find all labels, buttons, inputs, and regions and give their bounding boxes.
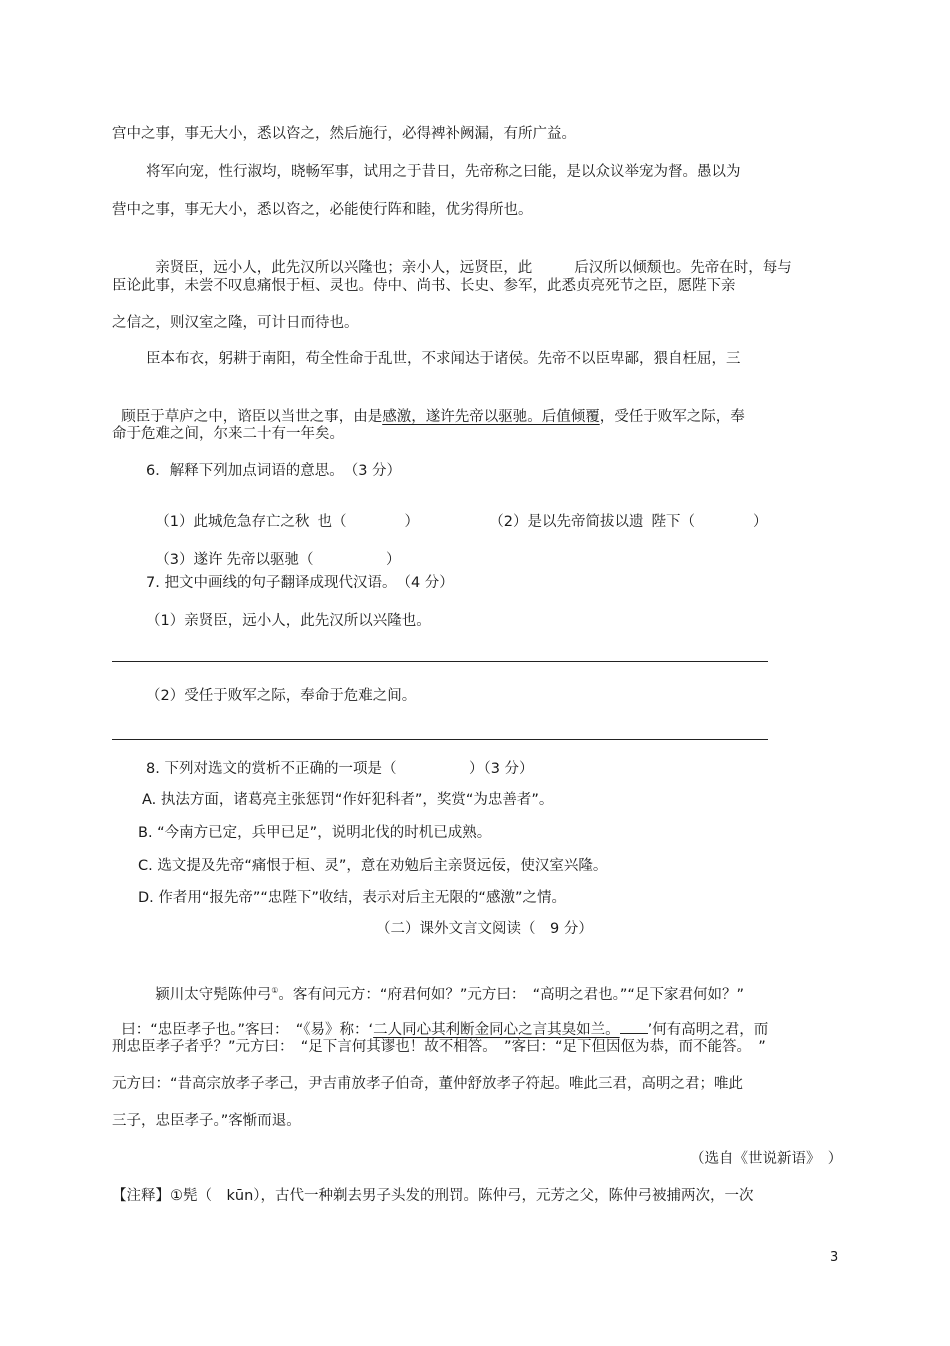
- text-segment: 顾臣于草庐之中，谘臣以当世之事，由是: [121, 409, 383, 425]
- passage-line: 臣论此事，未尝不叹息痛恨于桓、灵也。侍中、尚书、长史、参军，此悉贞亮死节之臣，愿陛下亲: [112, 278, 736, 294]
- answer-line[interactable]: [112, 661, 768, 662]
- question-7-item-2: （2）受任于败军之际，奉命于危难之间。: [146, 688, 417, 704]
- passage-line: 将军向宠，性行淑均，晓畅军事，试用之于昔日，先帝称之曰能，是以众议举宠为督。愚以为: [146, 164, 741, 180]
- question-6-item-1: [146, 492, 419, 532]
- passage-line: 三子，忠臣孝子。”客惭而退。: [112, 1113, 301, 1129]
- question-6-item-2: [480, 492, 767, 532]
- text-segment: 曰：“忠臣孝子也。”客曰： “《易》称：‘: [121, 1022, 374, 1038]
- text-segment: 。客有问元方：“府君何如？”元方曰： “高明之君也。”“足下家君何如？”: [278, 986, 744, 1003]
- passage-line: 刑忠臣孝子者乎？”元方曰： “足下言何其谬也！故不相答。 ”客曰：“足下但因伛为恭，而不能答。 ”: [112, 1039, 766, 1055]
- text-segment: 陛下（ ）: [651, 514, 768, 530]
- passage-line: [112, 387, 745, 427]
- page-number: 3: [830, 1250, 839, 1265]
- question-6-stem: 6．解释下列加点词语的意思。 （3 分）: [146, 463, 402, 479]
- question-8-stem: 8. 下列对选文的赏析不正确的一项是（ ）（3 分）: [146, 761, 534, 777]
- option-c: C. 选文提及先帝“痛恨于桓、灵”，意在劝勉后主亲贤远佞，使汉室兴隆。: [138, 858, 608, 874]
- text-segment: 也（ ）: [317, 514, 419, 530]
- question-7-item-1: （1）亲贤臣，远小人，此先汉所以兴隆也。: [146, 613, 431, 629]
- passage-line: 命于危难之间，尔来二十有一年矣。: [112, 426, 344, 442]
- section-title: （二）课外文言文阅读（ 9 分）: [376, 921, 593, 937]
- text-segment: （1）此城危急存亡之秋: [155, 514, 310, 530]
- annotation-note: 【注释】①髡（ kūn），古代一种剃去男子头发的刑罚。陈仲弓，元芳之父，陈仲弓被捕两次，一次: [112, 1188, 754, 1204]
- text-segment: 颍川太守髡陈仲弓: [155, 986, 272, 1003]
- text-segment: 亲贤臣，远小人，此先汉所以兴隆也；亲小人，远贤臣，此: [155, 260, 533, 276]
- option-b: B. “今南方已定，兵甲已足”，说明北伐的时机已成熟。: [138, 825, 492, 841]
- option-d: D. 作者用“报先帝”“忠陛下”收结，表示对后主无限的“感激”之情。: [138, 890, 566, 906]
- text-segment: （3）遂许: [155, 552, 223, 568]
- text-segment: 后汉所以倾颓也。先帝在时，每与: [574, 260, 792, 276]
- passage-line: [146, 238, 792, 278]
- underlined-sentence: 感激，遂许先帝以驱驰。后值倾覆: [382, 409, 600, 425]
- text-segment: （2）是以先帝简拔以遗: [489, 514, 644, 530]
- answer-line[interactable]: [112, 739, 768, 740]
- text-segment: ’何有高明之君，而: [647, 1022, 769, 1038]
- question-6-item-3: [146, 530, 400, 570]
- option-a: A. 执法方面，诸葛亮主张惩罚“作奸犯科者”，奖赏“为忠善者”。: [142, 792, 554, 808]
- passage-line: 宫中之事，事无大小，悉以咨之，然后施行，必得裨补阙漏，有所广益。: [112, 126, 576, 142]
- question-7-stem: 7. 把文中画线的句子翻译成现代汉语。 （4 分）: [146, 575, 454, 591]
- footnote-marker: ①: [271, 986, 279, 995]
- passage-line: 营中之事，事无大小，悉以咨之，必能使行阵和睦，优劣得所也。: [112, 202, 533, 218]
- text-segment: 先帝以驱驰（ ）: [226, 552, 401, 568]
- passage-line: 臣本布衣，躬耕于南阳，苟全性命于乱世，不求闻达于诸侯。先帝不以臣卑鄙，猥自枉屈，三: [146, 351, 741, 367]
- passage-line: [112, 999, 768, 1040]
- text-segment: ，受任于败军之际，奉: [599, 409, 745, 425]
- passage-line: 之信之，则汉室之隆，可计日而待也。: [112, 315, 359, 331]
- source-citation: （选自《世说新语》 ）: [690, 1151, 843, 1167]
- passage-line: 元方曰：“昔高宗放孝子孝己，尹吉甫放孝子伯奇，董仲舒放孝子符起。唯此三君，高明之君；唯此: [112, 1076, 744, 1092]
- underlined-sentence: 二人同心其利断金同心之言其臭如兰。: [373, 1022, 620, 1038]
